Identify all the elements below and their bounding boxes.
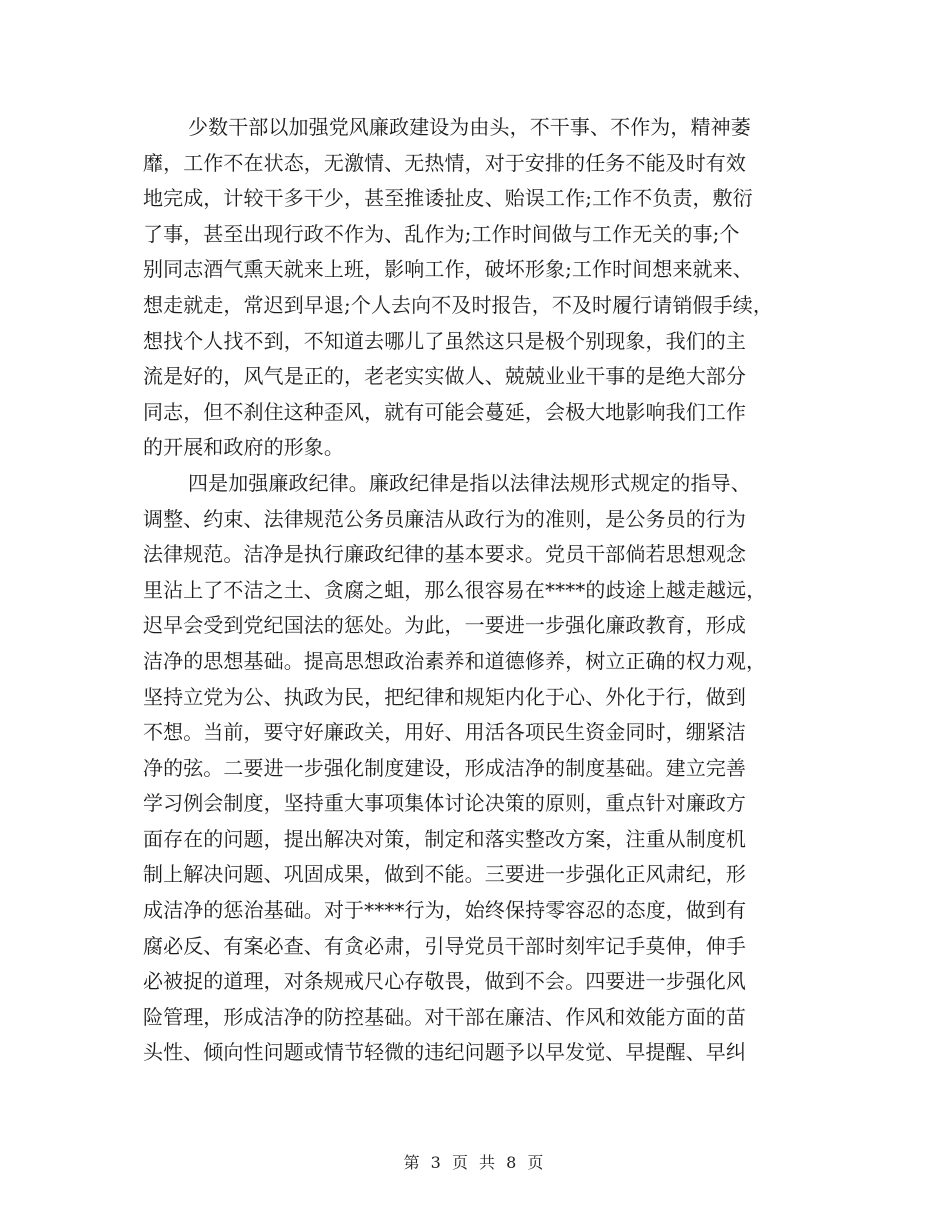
- text-line: 的开展和政府的形象。: [143, 435, 344, 460]
- text-line: 迟早会受到党纪国法的惩处。为此，一要进一步强化廉政教育，形成: [143, 613, 746, 638]
- text-line: 调整、约束、法律规范公务员廉洁从政行为的准则，是公务员的行为: [143, 506, 746, 531]
- paragraph-1: [143, 110, 823, 466]
- text-line: 地完成，计较干多干少，甚至推诿扯皮、贻误工作;工作不负责，敷衍: [143, 186, 753, 211]
- text-line: 学习例会制度，坚持重大事项集体讨论决策的原则，重点针对廉政方: [143, 791, 746, 816]
- text-line: 面存在的问题，提出解决对策，制定和落实整改方案，注重从制度机: [143, 826, 746, 851]
- text-line: 不想。当前，要守好廉政关，用好、用活各项民生资金同时，绷紧洁: [143, 720, 746, 745]
- page-number-footer: 第 3 页 共 8 页: [403, 1153, 547, 1172]
- text-line: 同志，但不刹住这种歪风，就有可能会蔓延，会极大地影响我们工作: [143, 399, 746, 424]
- text-line: 净的弦。二要进一步强化制度建设，形成洁净的制度基础。建立完善: [143, 755, 746, 780]
- text-line: 少数干部以加强党风廉政建设为由头，不干事、不作为，精神萎: [188, 115, 751, 139]
- text-line: 头性、倾向性问题或情节轻微的违纪问题予以早发觉、早提醒、早纠: [143, 1040, 746, 1065]
- text-line: 了事，甚至出现行政不作为、乱作为;工作时间做与工作无关的事;个: [143, 221, 740, 246]
- text-line: 成洁净的惩治基础。对于****行为，始终保持零容忍的态度，做到有: [143, 898, 747, 923]
- text-line: 四是加强廉政纪律。廉政纪律是指以法律法规形式规定的指导、: [188, 470, 751, 495]
- text-line: 险管理，形成洁净的防控基础。对干部在廉洁、作风和效能方面的苗: [143, 1004, 746, 1029]
- text-line: 靡，工作不在状态，无激情、无热情，对于安排的任务不能及时有效: [143, 150, 746, 175]
- text-line: 洁净的思想基础。提高思想政治素养和道德修养，树立正确的权力观，: [143, 648, 767, 673]
- text-line: 法律规范。洁净是执行廉政纪律的基本要求。党员干部倘若思想观念: [143, 542, 746, 567]
- text-line: 流是好的，风气是正的，老老实实做人、兢兢业业干事的是绝大部分: [143, 364, 746, 389]
- paragraph-2: [143, 466, 823, 1071]
- text-line: 想走就走，常迟到早退;个人去向不及时报告，不及时履行请销假手续，: [143, 292, 773, 317]
- text-line: 制上解决问题、巩固成果，做到不能。三要进一步强化正风肃纪，形: [143, 862, 746, 887]
- text-line: 里沾上了不洁之土、贪腐之蛆，那么很容易在****的歧途上越走越远，: [143, 577, 767, 602]
- text-line: 想找个人找不到，不知道去哪儿了虽然这只是极个别现象，我们的主: [143, 328, 746, 353]
- text-line: 腐必反、有案必查、有贪必肃，引导党员干部时刻牢记手莫伸，伸手: [143, 933, 746, 958]
- document-body: [143, 110, 823, 1071]
- text-line: 必被捉的道理，对条规戒尺心存敬畏，做到不会。四要进一步强化风: [143, 969, 746, 994]
- text-line: 别同志酒气熏天就来上班，影响工作，破坏形象;工作时间想来就来、: [143, 257, 753, 282]
- text-line: 坚持立党为公、执政为民，把纪律和规矩内化于心、外化于行，做到: [143, 684, 746, 709]
